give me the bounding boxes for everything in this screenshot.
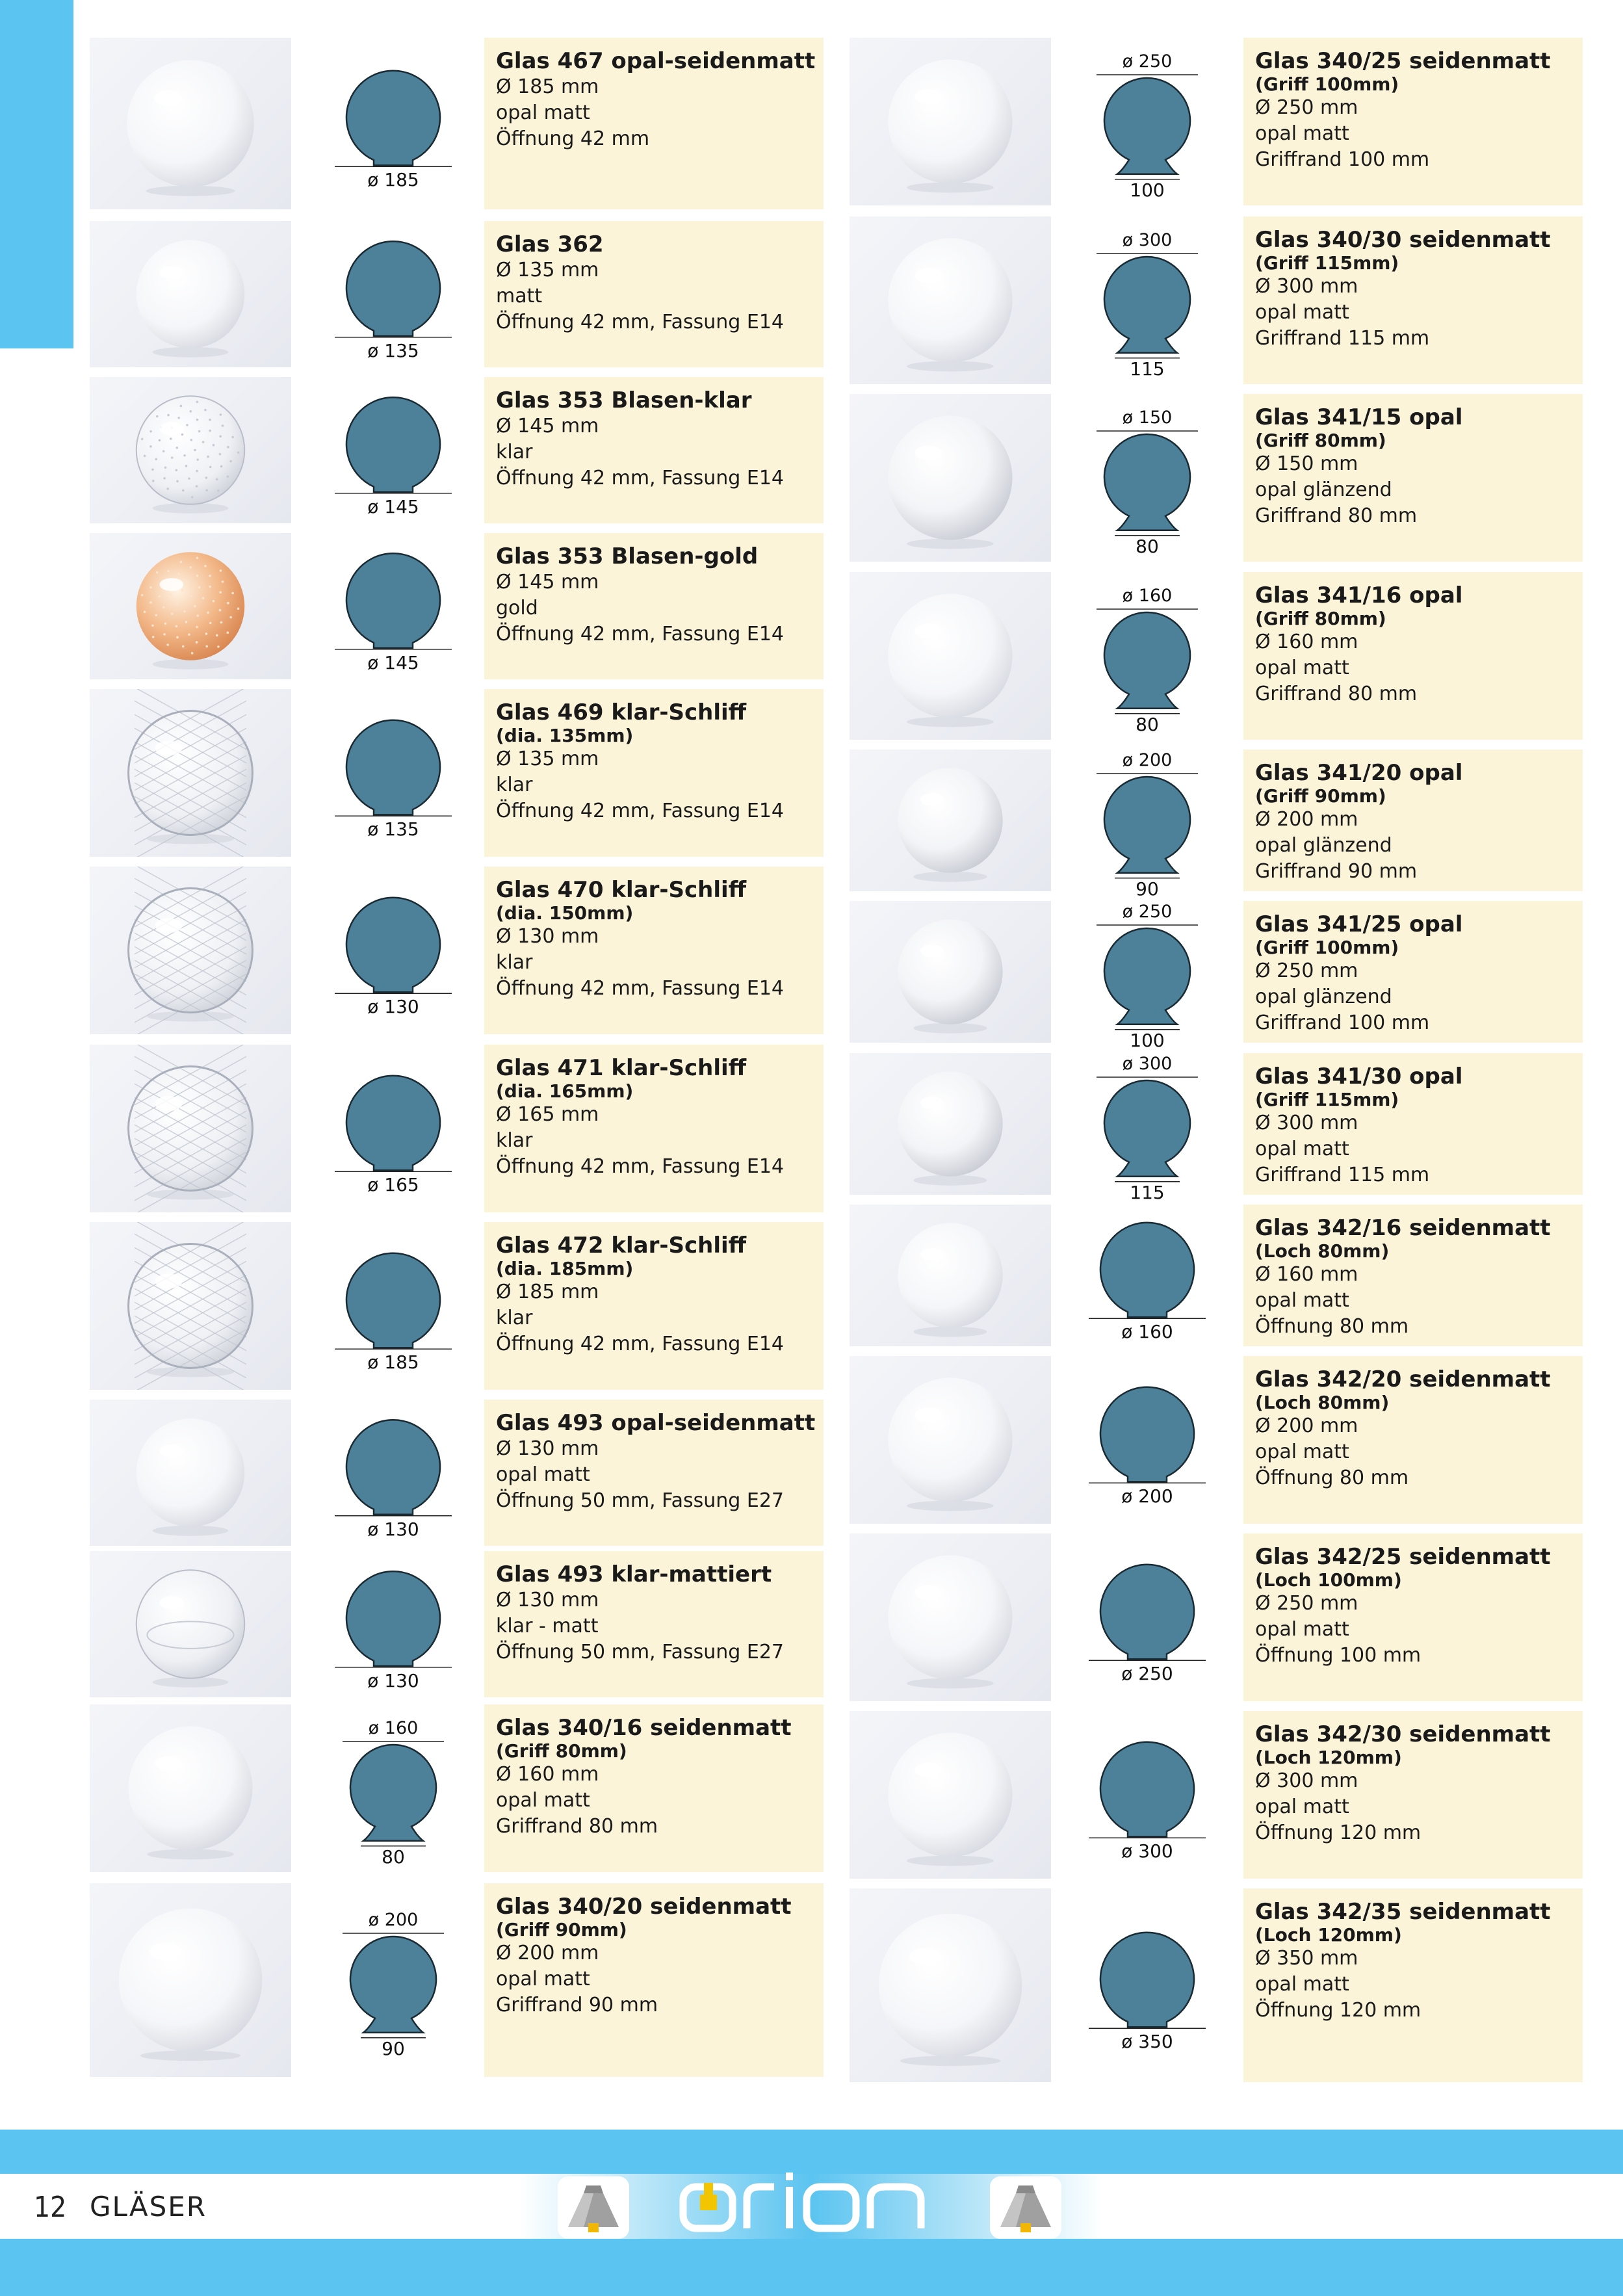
dimension-label-bottom: ø 250 <box>1121 1663 1173 1685</box>
dimension-label-bottom: 100 <box>1130 179 1165 201</box>
product-spec-line: Ø 145 mm <box>496 571 599 594</box>
product-photo <box>850 750 1051 891</box>
product-subtitle: (Griff 80mm) <box>1255 608 1386 629</box>
product-spec-line: Ø 135 mm <box>496 748 599 770</box>
product-spec-line: Öffnung 42 mm, Fassung E14 <box>496 977 785 1000</box>
product-spec-line: Ø 160 mm <box>496 1763 599 1786</box>
product-subtitle: (Loch 100mm) <box>1255 1569 1402 1591</box>
product-title: Glas 341/25 opal <box>1255 911 1463 937</box>
section-color-tab <box>0 0 73 348</box>
dimension-label-bottom: 90 <box>382 2037 405 2059</box>
product-spec-line: Griffrand 80 mm <box>1255 504 1418 527</box>
product-title: Glas 470 klar-Schliff <box>496 877 747 903</box>
product-subtitle: (Loch 120mm) <box>1255 1924 1402 1946</box>
product-spec-line: klar - matt <box>496 1615 599 1637</box>
product-spec-line: Ø 300 mm <box>1255 1769 1358 1792</box>
dimension-diagram <box>299 533 487 679</box>
product-photo <box>850 572 1051 740</box>
dimension-label-bottom: ø 130 <box>367 996 419 1018</box>
dimension-diagram <box>299 1400 487 1546</box>
product-info-card <box>1243 1711 1583 1879</box>
product-photo <box>90 1400 291 1546</box>
product-spec-line: Öffnung 80 mm <box>1255 1467 1409 1489</box>
page-number: 12 <box>34 2191 67 2224</box>
dimension-label-top: ø 200 <box>368 1910 419 1930</box>
product-spec-line: Ø 160 mm <box>1255 631 1358 653</box>
product-photo <box>850 38 1051 205</box>
dimension-label-bottom: 90 <box>1136 878 1159 900</box>
product-spec-line: matt <box>496 285 543 307</box>
product-subtitle: (Griff 90mm) <box>496 1919 627 1940</box>
dimension-label-bottom: ø 300 <box>1121 1840 1173 1862</box>
product-photo <box>850 1053 1051 1195</box>
product-title: Glas 353 Blasen-klar <box>496 387 752 413</box>
product-spec-line: Ø 250 mm <box>1255 96 1358 119</box>
dimension-diagram <box>1053 1711 1241 1879</box>
product-title: Glas 353 Blasen-gold <box>496 543 759 569</box>
dimension-diagram <box>299 377 487 523</box>
dimension-label-top: ø 300 <box>1122 1054 1173 1074</box>
dimension-label-top: ø 250 <box>1122 51 1173 72</box>
product-title: Glas 493 opal-seidenmatt <box>496 1410 816 1436</box>
product-info-card <box>484 1551 824 1697</box>
dimension-diagram <box>299 689 487 857</box>
dimension-diagram <box>299 867 487 1034</box>
dimension-diagram <box>1053 394 1241 562</box>
dimension-label-bottom: ø 350 <box>1121 2031 1173 2053</box>
dimension-diagram <box>1053 1888 1241 2082</box>
product-subtitle: (Griff 115mm) <box>1255 1089 1399 1110</box>
dimension-label-top: ø 150 <box>1122 408 1173 428</box>
product-info-card <box>484 377 824 523</box>
product-spec-line: Griffrand 115 mm <box>1255 327 1430 350</box>
product-subtitle: (dia. 135mm) <box>496 725 634 746</box>
dimension-label-top: ø 200 <box>1122 750 1173 770</box>
dimension-diagram <box>1053 1205 1241 1346</box>
product-info-card <box>484 1704 824 1872</box>
product-title: Glas 342/35 seidenmatt <box>1255 1899 1551 1925</box>
product-photo <box>850 901 1051 1043</box>
product-info-card <box>1243 38 1583 205</box>
product-spec-line: Öffnung 50 mm, Fassung E27 <box>496 1489 785 1512</box>
product-spec-line: Öffnung 120 mm <box>1255 1999 1422 2022</box>
dimension-label-bottom: 80 <box>1136 713 1159 735</box>
dimension-label-bottom: 115 <box>1130 358 1165 380</box>
product-subtitle: (dia. 165mm) <box>496 1080 634 1102</box>
product-subtitle: (Loch 80mm) <box>1255 1392 1390 1413</box>
product-spec-line: Griffrand 80 mm <box>1255 683 1418 705</box>
dimension-label-bottom: ø 200 <box>1121 1485 1173 1507</box>
product-photo <box>90 1704 291 1872</box>
dimension-label-top: ø 300 <box>1122 230 1173 250</box>
dimension-label-top: ø 250 <box>1122 902 1173 922</box>
product-spec-line: Öffnung 42 mm, Fassung E14 <box>496 311 785 333</box>
dimension-label-bottom: ø 135 <box>367 339 419 361</box>
brand-logo <box>679 2171 939 2243</box>
product-info-card <box>484 689 824 857</box>
dimension-label-top: ø 160 <box>1122 586 1173 606</box>
product-photo <box>90 867 291 1034</box>
product-spec-line: opal glänzend <box>1255 478 1392 501</box>
product-spec-line: opal glänzend <box>1255 834 1392 857</box>
product-title: Glas 472 klar-Schliff <box>496 1233 747 1259</box>
product-spec-line: Öffnung 42 mm, Fassung E14 <box>496 1333 785 1355</box>
product-spec-line: Öffnung 50 mm, Fassung E27 <box>496 1641 785 1663</box>
product-subtitle: (dia. 150mm) <box>496 902 634 924</box>
product-photo <box>90 533 291 679</box>
product-info-card <box>484 1045 824 1212</box>
product-spec-line: opal matt <box>496 1968 590 1990</box>
dimension-label-bottom: ø 185 <box>367 169 419 191</box>
product-spec-line: Ø 165 mm <box>496 1103 599 1126</box>
product-spec-line: Öffnung 42 mm, Fassung E14 <box>496 1155 785 1178</box>
product-spec-line: Griffrand 90 mm <box>1255 860 1418 883</box>
product-subtitle: (Griff 80mm) <box>496 1740 627 1762</box>
dimension-label-bottom: ø 130 <box>367 1518 419 1540</box>
dimension-label-bottom: 115 <box>1130 1181 1165 1203</box>
product-spec-line: opal matt <box>496 1789 590 1812</box>
product-photo <box>850 1356 1051 1524</box>
product-spec-line: Ø 185 mm <box>496 1281 599 1303</box>
product-title: Glas 342/20 seidenmatt <box>1255 1366 1551 1392</box>
product-subtitle: (Loch 120mm) <box>1255 1747 1402 1768</box>
brand-wordmark <box>679 2171 939 2243</box>
product-spec-line: klar <box>496 774 533 796</box>
product-photo <box>850 1205 1051 1346</box>
product-spec-line: Ø 250 mm <box>1255 1592 1358 1615</box>
dimension-label-bottom: 100 <box>1130 1029 1165 1051</box>
product-spec-line: opal matt <box>1255 301 1349 324</box>
product-title: Glas 340/30 seidenmatt <box>1255 227 1551 253</box>
product-spec-line: Griffrand 100 mm <box>1255 148 1430 171</box>
product-spec-line: Öffnung 100 mm <box>1255 1644 1422 1667</box>
dimension-diagram <box>1053 1053 1241 1203</box>
lamp-icon-right <box>990 2176 1061 2239</box>
product-subtitle: (Griff 115mm) <box>1255 252 1399 274</box>
product-info-card <box>1243 1205 1583 1346</box>
product-spec-line: klar <box>496 951 533 974</box>
product-spec-line: opal matt <box>1255 1795 1349 1818</box>
product-spec-line: Öffnung 42 mm, Fassung E14 <box>496 623 785 646</box>
footer-band-bottom <box>0 2239 1623 2296</box>
product-photo <box>850 216 1051 384</box>
product-spec-line: Griffrand 115 mm <box>1255 1164 1430 1186</box>
product-title: Glas 341/30 opal <box>1255 1063 1463 1089</box>
product-spec-line: Ø 150 mm <box>1255 452 1358 475</box>
product-info-card <box>484 1222 824 1390</box>
product-info-card <box>484 867 824 1034</box>
product-photo <box>90 377 291 523</box>
dimension-diagram <box>1053 216 1241 384</box>
dimension-label-bottom: ø 145 <box>367 495 419 517</box>
product-title: Glas 341/16 opal <box>1255 582 1463 608</box>
product-title: Glas 471 klar-Schliff <box>496 1055 747 1081</box>
product-title: Glas 340/16 seidenmatt <box>496 1715 792 1741</box>
product-spec-line: Öffnung 120 mm <box>1255 1821 1422 1844</box>
product-title: Glas 342/25 seidenmatt <box>1255 1544 1551 1570</box>
dimension-diagram <box>299 1222 487 1390</box>
product-subtitle: (Griff 100mm) <box>1255 73 1399 95</box>
product-photo <box>850 1888 1051 2082</box>
dimension-label-bottom: ø 145 <box>367 651 419 673</box>
dimension-label-bottom: ø 160 <box>1121 1321 1173 1343</box>
footer-band-top <box>0 2130 1623 2174</box>
product-title: Glas 342/16 seidenmatt <box>1255 1215 1551 1241</box>
product-photo <box>90 221 291 367</box>
product-spec-line: opal matt <box>1255 1138 1349 1160</box>
product-photo <box>850 394 1051 562</box>
product-info-card <box>1243 1533 1583 1701</box>
product-title: Glas 493 klar-mattiert <box>496 1561 772 1587</box>
product-spec-line: opal matt <box>496 1463 590 1486</box>
product-spec-line: opal matt <box>1255 1289 1349 1312</box>
product-photo <box>850 1533 1051 1701</box>
product-spec-line: opal matt <box>1255 657 1349 679</box>
product-spec-line: Öffnung 42 mm, Fassung E14 <box>496 467 785 489</box>
product-info-card <box>484 1400 824 1546</box>
product-spec-line: Ø 200 mm <box>1255 1415 1358 1437</box>
product-spec-line: klar <box>496 1129 533 1152</box>
dimension-diagram <box>1053 38 1241 205</box>
product-spec-line: Ø 185 mm <box>496 75 599 98</box>
product-photo <box>90 1045 291 1212</box>
product-spec-line: Ø 130 mm <box>496 1589 599 1611</box>
product-spec-line: Ø 350 mm <box>1255 1947 1358 1970</box>
dimension-label-bottom: 80 <box>1136 535 1159 557</box>
product-subtitle: (dia. 185mm) <box>496 1258 634 1279</box>
dimension-diagram <box>1053 1356 1241 1524</box>
section-title: GLÄSER <box>90 2191 207 2223</box>
product-title: Glas 342/30 seidenmatt <box>1255 1721 1551 1747</box>
product-info-card <box>1243 901 1583 1043</box>
product-spec-line: Ø 200 mm <box>1255 808 1358 831</box>
product-spec-line: Öffnung 42 mm <box>496 127 650 150</box>
product-spec-line: Ø 130 mm <box>496 1437 599 1460</box>
dimension-diagram <box>1053 572 1241 740</box>
product-spec-line: Ø 200 mm <box>496 1942 599 1964</box>
product-spec-line: klar <box>496 1307 533 1329</box>
dimension-diagram <box>299 1045 487 1212</box>
product-spec-line: Ø 300 mm <box>1255 275 1358 298</box>
product-spec-line: Öffnung 42 mm, Fassung E14 <box>496 800 785 822</box>
product-photo <box>850 1711 1051 1879</box>
product-spec-line: opal matt <box>496 101 590 124</box>
product-subtitle: (Griff 80mm) <box>1255 430 1386 451</box>
product-spec-line: opal matt <box>1255 1441 1349 1463</box>
product-title: Glas 340/20 seidenmatt <box>496 1894 792 1920</box>
dimension-label-bottom: ø 130 <box>367 1669 419 1691</box>
product-info-card <box>484 221 824 367</box>
dimension-label-bottom: ø 135 <box>367 818 419 841</box>
product-spec-line: Ø 135 mm <box>496 259 599 281</box>
product-info-card <box>1243 1888 1583 2082</box>
product-spec-line: opal matt <box>1255 1618 1349 1641</box>
dimension-diagram <box>299 38 487 209</box>
product-photo <box>90 1551 291 1697</box>
product-title: Glas 341/20 opal <box>1255 760 1463 786</box>
product-title: Glas 340/25 seidenmatt <box>1255 48 1551 74</box>
product-info-card <box>1243 1053 1583 1195</box>
product-info-card <box>1243 750 1583 891</box>
lamp-icon-left <box>558 2176 629 2239</box>
product-spec-line: Ø 160 mm <box>1255 1263 1358 1286</box>
product-title: Glas 362 <box>496 231 604 257</box>
dimension-diagram <box>1053 901 1241 1051</box>
product-info-card <box>1243 572 1583 740</box>
product-info-card <box>484 533 824 679</box>
product-subtitle: (Griff 90mm) <box>1255 785 1386 807</box>
product-subtitle: (Griff 100mm) <box>1255 937 1399 958</box>
product-photo <box>90 1883 291 2077</box>
product-spec-line: opal matt <box>1255 122 1349 145</box>
product-spec-line: gold <box>496 597 538 620</box>
product-subtitle: (Loch 80mm) <box>1255 1240 1390 1262</box>
dimension-label-bottom: 80 <box>382 1846 405 1868</box>
product-spec-line: Griffrand 100 mm <box>1255 1011 1430 1034</box>
dimension-label-top: ø 160 <box>368 1718 419 1738</box>
product-title: Glas 469 klar-Schliff <box>496 699 747 725</box>
product-spec-line: Ø 250 mm <box>1255 959 1358 982</box>
dimension-diagram <box>1053 750 1241 900</box>
product-spec-line: opal glänzend <box>1255 985 1392 1008</box>
product-info-card <box>484 38 824 209</box>
product-title: Glas 467 opal-seidenmatt <box>496 48 816 74</box>
dimension-label-bottom: ø 165 <box>367 1174 419 1196</box>
product-spec-line: Griffrand 90 mm <box>496 1994 658 2016</box>
svg-text:orion: orion <box>809 2241 811 2242</box>
dimension-diagram <box>299 1551 487 1697</box>
product-photo <box>90 689 291 857</box>
product-photo <box>90 38 291 209</box>
product-spec-line: klar <box>496 441 533 463</box>
dimension-diagram <box>299 1704 487 1872</box>
product-info-card <box>1243 1356 1583 1524</box>
product-spec-line: Griffrand 80 mm <box>496 1815 658 1838</box>
product-spec-line: Ø 130 mm <box>496 925 599 948</box>
product-spec-line: Ø 300 mm <box>1255 1112 1358 1134</box>
product-info-card <box>1243 394 1583 562</box>
product-title: Glas 341/15 opal <box>1255 404 1463 430</box>
dimension-diagram <box>299 221 487 367</box>
product-photo <box>90 1222 291 1390</box>
product-spec-line: Ø 145 mm <box>496 415 599 437</box>
product-info-card <box>1243 216 1583 384</box>
product-spec-line: Öffnung 80 mm <box>1255 1315 1409 1338</box>
product-spec-line: opal matt <box>1255 1973 1349 1996</box>
product-info-card <box>484 1883 824 2077</box>
dimension-diagram <box>299 1883 487 2077</box>
dimension-label-bottom: ø 185 <box>367 1351 419 1374</box>
dimension-diagram <box>1053 1533 1241 1701</box>
